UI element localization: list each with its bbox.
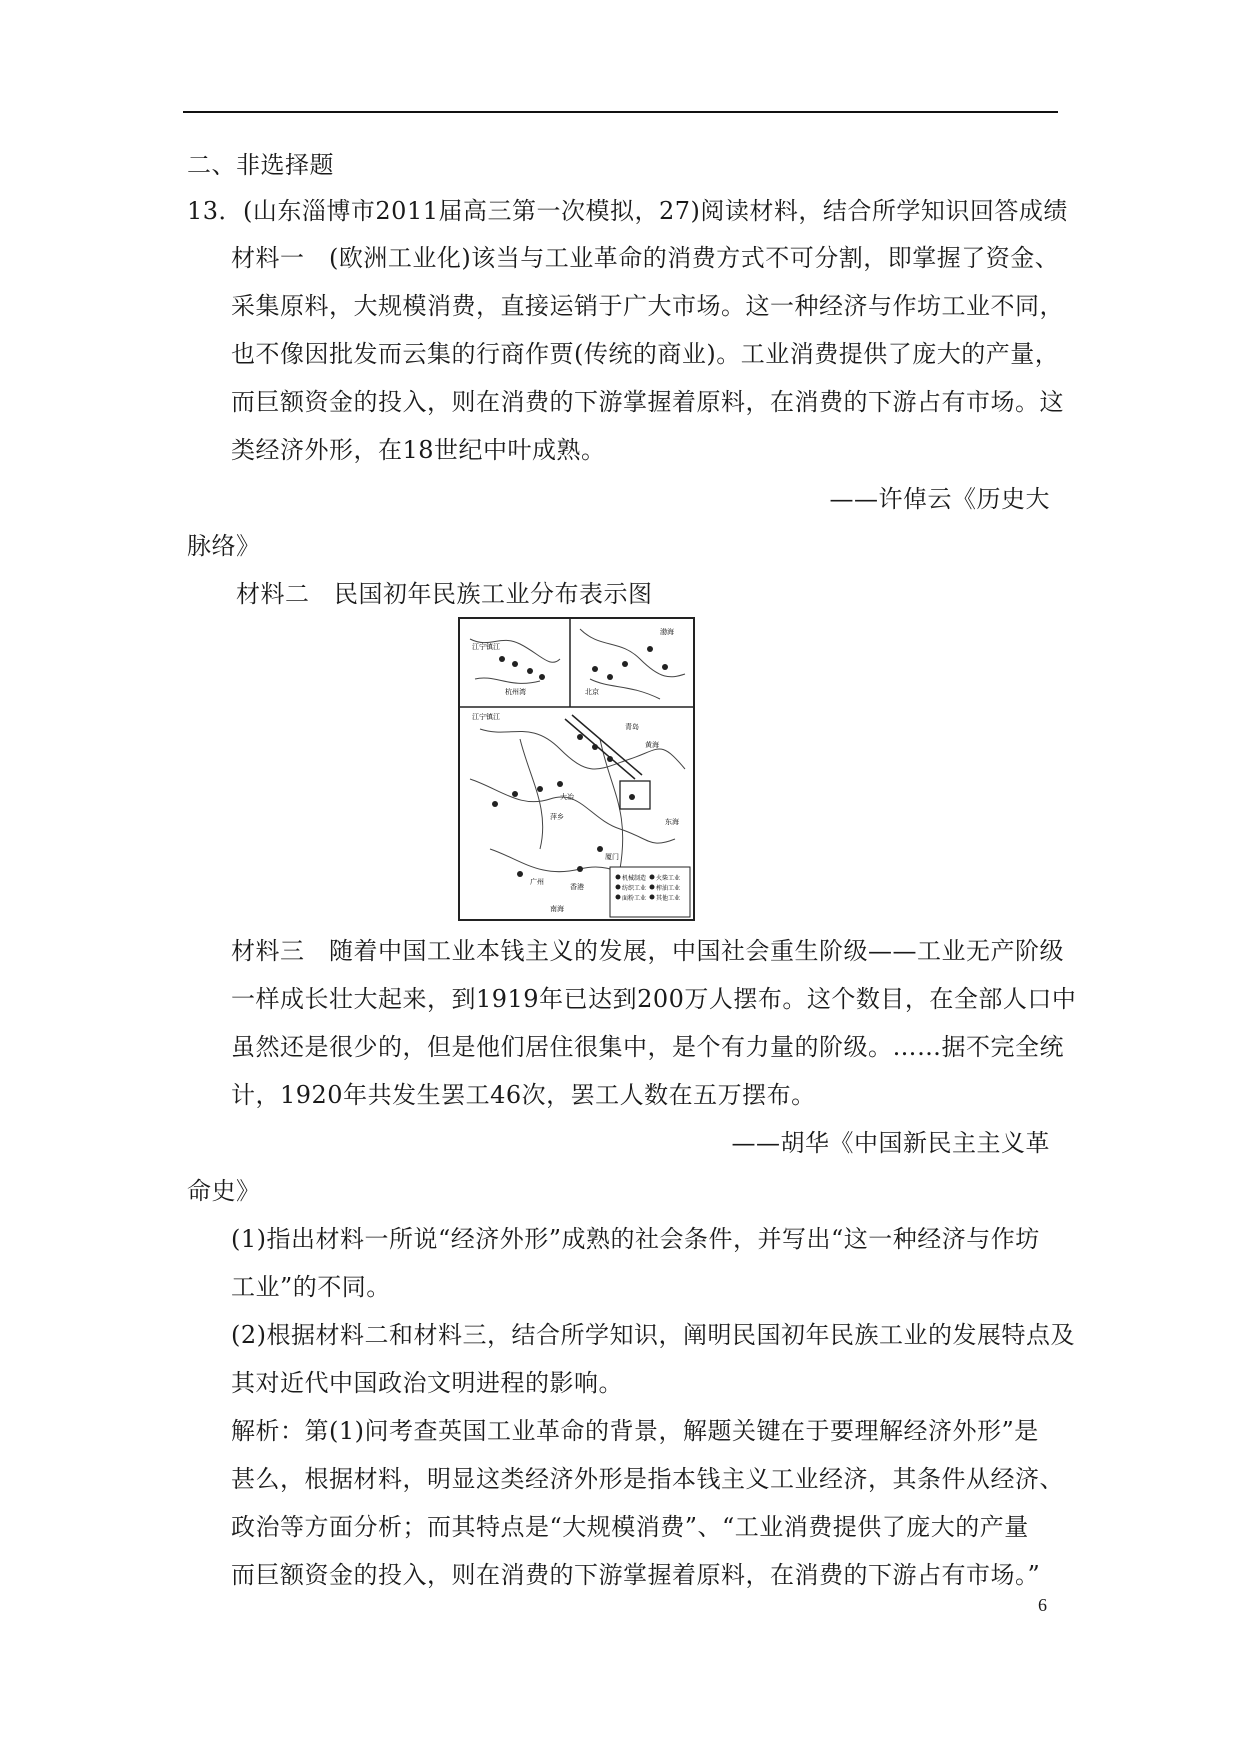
header-rule	[183, 111, 1058, 113]
legend-item: 纺织工业	[622, 885, 647, 892]
material-three-line: 材料三 随着中国工业本钱主义的发展，中国社会重生阶级——工业无产阶级	[231, 937, 1064, 965]
material-one-line: 类经济外形，在18世纪中叶成熟。	[231, 436, 606, 464]
material-one-source: ——许倬云《历史大	[829, 485, 1050, 513]
legend-item: 面粉工业	[622, 895, 647, 902]
map-drawing	[460, 619, 693, 919]
map-label: 杭州湾	[505, 688, 526, 696]
material-three-line: 虽然还是很少的，但是他们居住很集中，是个有力量的阶级。……据不完全统	[231, 1033, 1064, 1061]
analysis-line: 而巨额资金的投入，则在消费的下游掌握着原料，在消费的下游占有市场。”	[231, 1561, 1041, 1589]
material-three-source-cont: 命史》	[187, 1177, 261, 1205]
map-label: 香港	[570, 883, 584, 891]
map-label: 青岛	[625, 723, 639, 731]
material-three-source: ——胡华《中国新民主主义革	[731, 1129, 1050, 1157]
map-label: 东海	[665, 818, 679, 826]
question-one: (1)指出材料一所说“经济外形”成熟的社会条件，并写出“这一种经济与作坊	[231, 1225, 1040, 1253]
question-one-cont: 工业”的不同。	[231, 1273, 391, 1301]
material-three-line: 计，1920年共发生罢工46次，罢工人数在五万摆布。	[231, 1081, 816, 1109]
map-label: 广州	[530, 878, 544, 886]
map-label: 北京	[585, 688, 599, 696]
question-intro: 13．(山东淄博市2011届高三第一次模拟，27)阅读材料，结合所学知识回答成绩	[187, 197, 1068, 225]
material-one-line: 也不像因批发而云集的行商作贾(传统的商业)。工业消费提供了庞大的产量，	[231, 340, 1060, 368]
page-number: 6	[1038, 1595, 1047, 1615]
map-label: 萍乡	[550, 813, 564, 821]
question-two: (2)根据材料二和材料三，结合所学知识，阐明民国初年民族工业的发展特点及	[231, 1321, 1075, 1349]
section-heading: 二、非选择题	[187, 151, 334, 179]
analysis-line: 甚么，根据材料，明显这类经济外形是指本钱主义工业经济，其条件从经济、	[231, 1465, 1064, 1493]
map-label: 南海	[550, 905, 564, 913]
map-label: 渤海	[660, 628, 674, 636]
material-one-line: 而巨额资金的投入，则在消费的下游掌握着原料，在消费的下游占有市场。这	[231, 388, 1064, 416]
map-label: 江宁镇江	[472, 713, 500, 721]
material-one-source-cont: 脉络》	[187, 532, 261, 560]
material-three-line: 一样成长壮大起来，到1919年已达到200万人摆布。这个数目，在全部人口中	[231, 985, 1077, 1013]
map-label: 黄海	[645, 741, 659, 749]
legend-item: 火柴工业	[656, 875, 681, 882]
legend-item: 其他工业	[656, 895, 681, 902]
analysis-line: 解析：第(1)问考查英国工业革命的背景，解题关键在于要理解经济外形”是	[231, 1417, 1039, 1445]
map-label: 厦门	[605, 853, 619, 861]
analysis-line: 政治等方面分析；而其特点是“大规模消费”、“工业消费提供了庞大的产量	[231, 1513, 1029, 1541]
map-label: 大冶	[560, 793, 574, 801]
legend-item: 机械制造	[622, 875, 647, 882]
material-one-line: 采集原料，大规模消费，直接运销于广大市场。这一种经济与作坊工业不同，	[231, 292, 1064, 320]
industry-distribution-map	[458, 617, 695, 921]
material-one-line: 材料一 (欧洲工业化)该当与工业革命的消费方式不可分割，即掌握了资金、	[231, 244, 1060, 272]
question-two-cont: 其对近代中国政治文明进程的影响。	[231, 1369, 623, 1397]
map-label: 江宁镇江	[472, 643, 500, 651]
material-two-title: 材料二 民国初年民族工业分布表示图	[236, 580, 653, 608]
legend-item: 榨油工业	[656, 885, 681, 892]
